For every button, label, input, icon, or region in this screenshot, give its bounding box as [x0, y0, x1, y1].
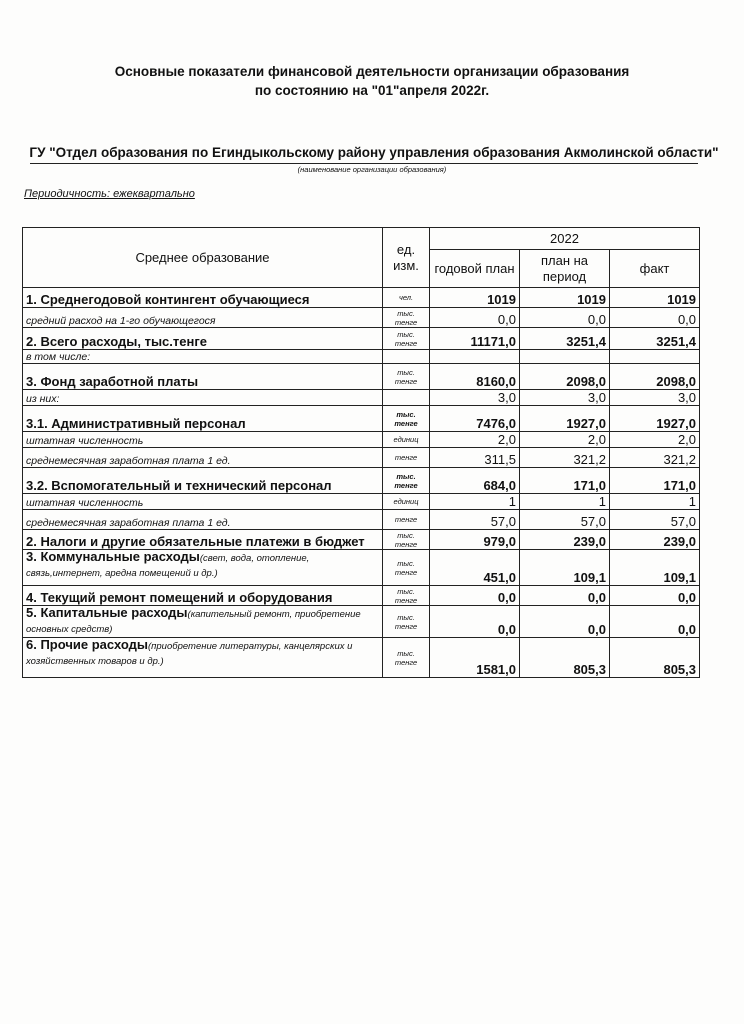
- row-fact: 805,3: [610, 638, 700, 678]
- row-period-plan: 239,0: [520, 530, 610, 550]
- row-fact: 0,0: [610, 308, 700, 328]
- row-annual-plan: 451,0: [430, 550, 520, 586]
- table-row: [23, 432, 700, 448]
- row-unit: единиц: [383, 432, 430, 448]
- row-label: в том числе:: [23, 350, 383, 364]
- table-row: [23, 638, 700, 678]
- row-period-plan: 171,0: [520, 468, 610, 494]
- row-unit: тенге: [383, 448, 430, 468]
- row-label: из них:: [23, 390, 383, 406]
- row-label: [23, 638, 383, 678]
- row-unit: тыс. тенге: [383, 606, 430, 638]
- row-label: 2. Налоги и другие обязательные платежи в бюджет: [23, 530, 383, 550]
- row-fact: 109,1: [610, 550, 700, 586]
- row-label: 4. Текущий ремонт помещений и оборудования: [23, 586, 383, 606]
- row-period-plan: 2098,0: [520, 364, 610, 390]
- row-annual-plan: 0,0: [430, 586, 520, 606]
- table-row: [23, 586, 700, 606]
- row-unit: тыс. тенге: [383, 468, 430, 494]
- title-line-1: Основные показатели финансовой деятельности организации образования: [114, 64, 630, 79]
- row-unit: тыс. тенге: [383, 364, 430, 390]
- row-period-plan: 805,3: [520, 638, 610, 678]
- row-annual-plan: 1581,0: [430, 638, 520, 678]
- row-unit: тенге: [383, 510, 430, 530]
- table-row: [23, 606, 700, 638]
- row-period-plan: [520, 350, 610, 364]
- row-annual-plan: 0,0: [430, 308, 520, 328]
- financial-table: [22, 227, 700, 678]
- row-period-plan: 1927,0: [520, 406, 610, 432]
- row-annual-plan: 684,0: [430, 468, 520, 494]
- row-annual-plan: 11171,0: [430, 328, 520, 350]
- row-label: среднемесячная заработная плата 1 ед.: [23, 510, 383, 530]
- row-period-plan: 3251,4: [520, 328, 610, 350]
- row-fact: 1927,0: [610, 406, 700, 432]
- row-annual-plan: 3,0: [430, 390, 520, 406]
- table-row: [23, 364, 700, 390]
- table-row: [23, 288, 700, 308]
- row-annual-plan: 0,0: [430, 606, 520, 638]
- row-unit: [383, 390, 430, 406]
- row-unit: тыс. тенге: [383, 638, 430, 678]
- row-label: [23, 606, 383, 638]
- row-unit: тыс. тенге: [383, 550, 430, 586]
- row-label: 1. Среднегодовой контингент обучающиеся: [23, 288, 383, 308]
- col-header-fact: факт: [610, 250, 700, 288]
- col-header-period-plan: план на период: [520, 250, 610, 288]
- table-row: [23, 406, 700, 432]
- row-fact: 57,0: [610, 510, 700, 530]
- row-period-plan: 1019: [520, 288, 610, 308]
- row-fact: 239,0: [610, 530, 700, 550]
- row-period-plan: 321,2: [520, 448, 610, 468]
- row-fact: 1019: [610, 288, 700, 308]
- row-unit: тыс. тенге: [383, 308, 430, 328]
- row-label: 3. Фонд заработной платы: [23, 364, 383, 390]
- row-label: [23, 550, 383, 586]
- row-label-text: 6. Прочие расходы: [26, 637, 148, 652]
- table-row: [23, 308, 700, 328]
- row-label-note: (свет, вода, отопление, связь,интернет, аредна помещений и др.): [26, 553, 310, 579]
- table-row: [23, 510, 700, 530]
- row-label-text: 5. Капитальные расходы: [26, 605, 188, 620]
- row-annual-plan: 7476,0: [430, 406, 520, 432]
- col-header-name: Среднее образование: [23, 228, 383, 288]
- row-label: штатная численность: [23, 494, 383, 510]
- row-unit: тыс. тенге: [383, 406, 430, 432]
- row-period-plan: 0,0: [520, 586, 610, 606]
- row-period-plan: 3,0: [520, 390, 610, 406]
- row-annual-plan: 311,5: [430, 448, 520, 468]
- col-header-annual-plan: годовой план: [430, 250, 520, 288]
- row-unit: чел.: [383, 288, 430, 308]
- row-period-plan: 2,0: [520, 432, 610, 448]
- row-unit: тыс. тенге: [383, 530, 430, 550]
- row-unit: тыс. тенге: [383, 586, 430, 606]
- row-fact: 2098,0: [610, 364, 700, 390]
- row-period-plan: 0,0: [520, 308, 610, 328]
- row-fact: 0,0: [610, 606, 700, 638]
- row-label-note: (приобретение литературы, канцелярских и хозяйственных товаров и др.): [26, 641, 353, 667]
- row-period-plan: 1: [520, 494, 610, 510]
- title-line-2: по состоянию на "01"апреля 2022г.: [254, 83, 490, 98]
- row-label: средний расход на 1-го обучающегося: [23, 308, 383, 328]
- row-label: 2. Всего расходы, тыс.тенге: [23, 328, 383, 350]
- organization-caption: (наименование организации образования): [297, 165, 447, 174]
- row-period-plan: 109,1: [520, 550, 610, 586]
- table-row: [23, 328, 700, 350]
- row-unit: [383, 350, 430, 364]
- table-row: [23, 448, 700, 468]
- table-row: [23, 550, 700, 586]
- row-annual-plan: 979,0: [430, 530, 520, 550]
- table-row: [23, 350, 700, 364]
- table-row: [23, 468, 700, 494]
- row-period-plan: 0,0: [520, 606, 610, 638]
- row-label: 3.1. Административный персонал: [23, 406, 383, 432]
- row-annual-plan: 8160,0: [430, 364, 520, 390]
- row-annual-plan: 1: [430, 494, 520, 510]
- row-label-text: 3. Коммунальные расходы: [26, 549, 200, 564]
- periodicity: Периодичность: ежеквартально: [24, 188, 195, 200]
- col-header-unit: ед. изм.: [383, 228, 430, 288]
- row-fact: 3,0: [610, 390, 700, 406]
- row-label: среднемесячная заработная плата 1 ед.: [23, 448, 383, 468]
- row-annual-plan: [430, 350, 520, 364]
- organization-underline: [30, 163, 698, 164]
- table-row: [23, 390, 700, 406]
- row-annual-plan: 57,0: [430, 510, 520, 530]
- organization-name: ГУ "Отдел образования по Егиндыкольскому району управления образования Акмолинской области": [29, 145, 719, 160]
- row-fact: 171,0: [610, 468, 700, 494]
- row-label-note: (капительный ремонт, приобретение основных средств): [26, 609, 361, 635]
- row-annual-plan: 1019: [430, 288, 520, 308]
- row-unit: тыс. тенге: [383, 328, 430, 350]
- document-title: [0, 62, 744, 100]
- table-row: [23, 530, 700, 550]
- row-fact: 2,0: [610, 432, 700, 448]
- col-header-year: 2022: [430, 228, 700, 250]
- row-fact: 0,0: [610, 586, 700, 606]
- row-label: штатная численность: [23, 432, 383, 448]
- row-fact: 1: [610, 494, 700, 510]
- row-period-plan: 57,0: [520, 510, 610, 530]
- row-fact: [610, 350, 700, 364]
- row-unit: единиц: [383, 494, 430, 510]
- row-label: 3.2. Вспомогательный и технический персонал: [23, 468, 383, 494]
- row-annual-plan: 2,0: [430, 432, 520, 448]
- row-fact: 3251,4: [610, 328, 700, 350]
- table-row: [23, 494, 700, 510]
- row-fact: 321,2: [610, 448, 700, 468]
